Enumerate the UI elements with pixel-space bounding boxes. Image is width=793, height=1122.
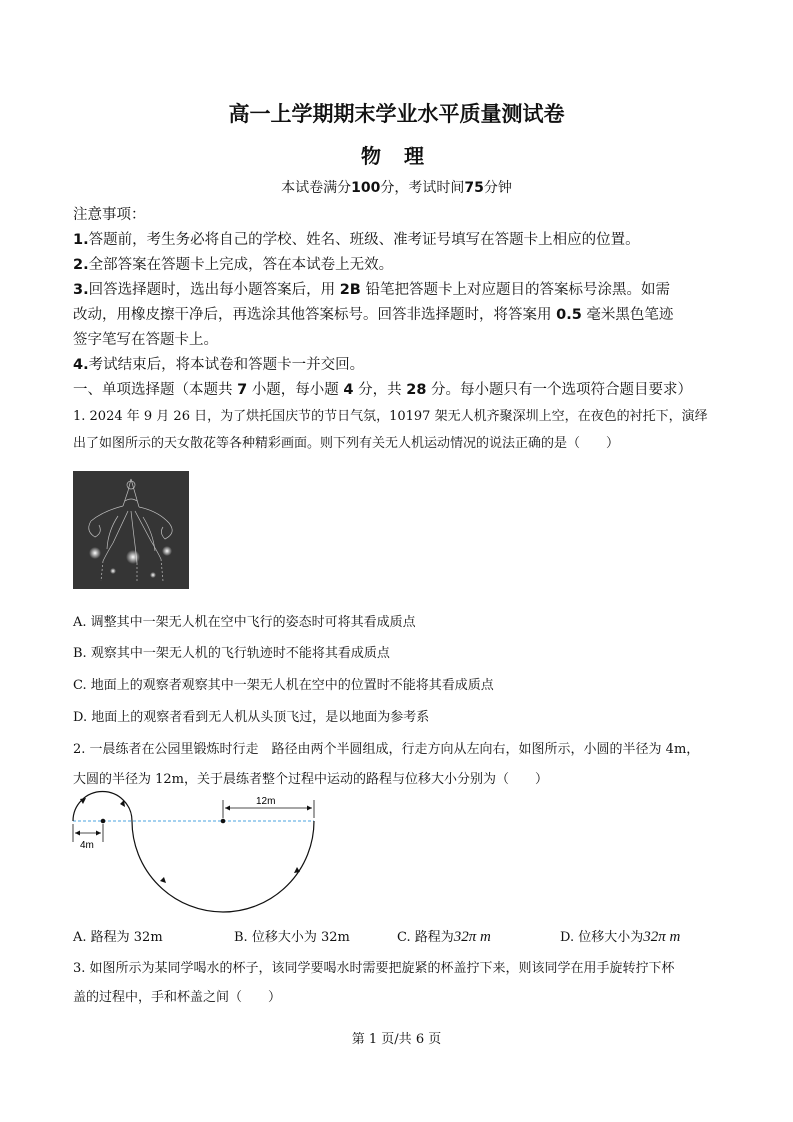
notice-item-3-line3: 签字笔写在答题卡上。 — [73, 332, 218, 348]
big-circle-center — [221, 819, 226, 824]
notice-heading: 注意事项： — [73, 207, 146, 223]
small-circle-center — [101, 819, 106, 824]
notice-item-3: 3.回答选择题时，选出每小题答案后，用 2B 铅笔把答题卡上对应题目的答案标号涂黑。如需 — [73, 282, 670, 298]
q2-stem-line2: 大圆的半径为 12m，关于晨练者整个过程中运动的路程与位移大小分别为（ ） — [73, 772, 549, 787]
page-footer: 第 1 页/共 6 页 — [351, 1032, 442, 1047]
q2-option-b: B. 位移大小为 32m — [234, 930, 350, 945]
q1-option-d: D. 地面上的观察者看到无人机从头顶飞过，是以地面为参考系 — [73, 710, 430, 725]
arrow-3 — [160, 877, 166, 883]
q2-option-a: A. 路程为 32m — [73, 930, 163, 945]
q3-stem-line2: 盖的过程中，手和杯盖之间（ ） — [73, 990, 282, 1005]
small-semicircle — [73, 792, 132, 822]
q1-option-b: B. 观察其中一架无人机的飞行轨迹时不能将其看成质点 — [73, 646, 390, 661]
drone-show-photo — [73, 471, 189, 589]
notice-item-3-line2: 改动，用橡皮擦干净后，再选涂其他答案标号。回答非选择题时，将答案用 0.5 毫米黑色笔迹 — [73, 307, 674, 323]
q2-option-c: C. 路程为32π m — [397, 929, 491, 945]
subject-title: 物 理 — [361, 144, 432, 168]
q1-option-a: A. 调整其中一架无人机在空中飞行的姿态时可将其看成质点 — [73, 615, 416, 630]
notice-item-1: 1.答题前，考生务必将自己的学校、姓名、班级、准考证号填写在答题卡上相应的位置。 — [73, 232, 640, 248]
exam-title: 高一上学期期末学业水平质量测试卷 — [228, 101, 565, 126]
q3-stem-line1: 3. 如图所示为某同学喝水的杯子，该同学要喝水时需要把旋紧的杯盖拧下来，则该同学在用手旋转拧下杯 — [73, 961, 675, 976]
q1-option-c: C. 地面上的观察者观察其中一架无人机在空中的位置时不能将其看成质点 — [73, 678, 494, 693]
big-semicircle — [132, 821, 314, 912]
q2-option-d: D. 位移大小为32π m — [560, 929, 681, 945]
notice-item-4: 4.考试结束后，将本试卷和答题卡一并交回。 — [73, 357, 365, 373]
small-radius-label: 4m — [80, 840, 94, 851]
notice-item-2: 2.全部答案在答题卡上完成，答在本试卷上无效。 — [73, 257, 394, 273]
big-radius-label: 12m — [256, 796, 276, 807]
path-diagram — [68, 790, 328, 920]
exam-subtitle: 本试卷满分100分，考试时间75分钟 — [281, 180, 512, 196]
q1-stem-line2: 出了如图所示的天女散花等各种精彩画面。则下列有关无人机运动情况的说法正确的是（ ） — [73, 436, 620, 451]
q2-stem-line1: 2. 一晨练者在公园里锻炼时行走 路径由两个半圆组成，行走方向从左向右，如图所示，小圆的半径为 4m， — [73, 742, 700, 757]
q1-stem-line1: 1. 2024 年 9 月 26 日，为了烘托国庆节的节日气氛，10197 架无人机齐聚深圳上空，在夜色的衬托下，演绎 — [73, 409, 708, 424]
section-heading: 一、单项选择题（本题共 7 小题，每小题 4 分，共 28 分。每小题只有一个选项符合题目要求） — [73, 382, 693, 398]
